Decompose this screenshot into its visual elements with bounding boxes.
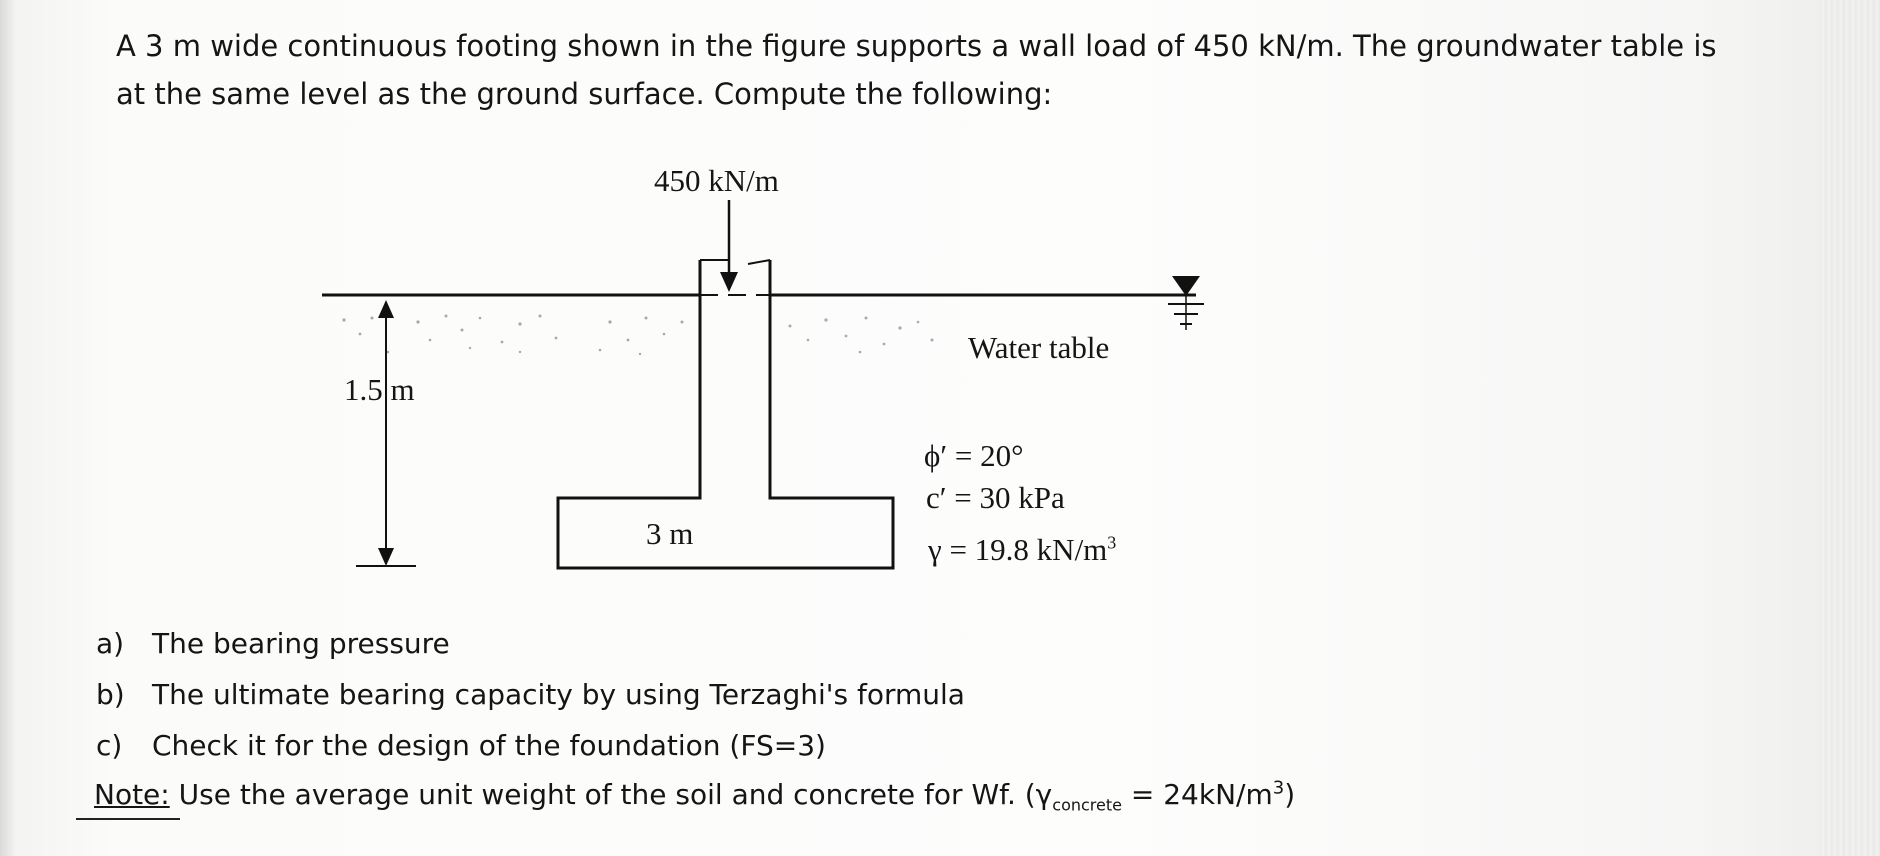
- depth-label: 1.5 m: [344, 372, 415, 407]
- note-underline-rule: [76, 818, 180, 820]
- question-c: [96, 720, 965, 771]
- note-exponent: 3: [1272, 777, 1285, 799]
- problem-statement-line-2: at the same level as the ground surface. Compute the following:: [116, 77, 1053, 111]
- water-table-triangle: [1172, 276, 1200, 296]
- note-label: Note:: [94, 778, 170, 811]
- footing-width-label: 3 m: [646, 516, 694, 551]
- unit-weight-label: [928, 534, 1116, 565]
- load-arrow-head: [720, 272, 738, 292]
- question-a-letter: a): [96, 627, 125, 660]
- cohesion-label: c′ = 30 kPa: [926, 480, 1065, 515]
- depth-arrow-bottom: [378, 548, 394, 566]
- question-a-text: The bearing pressure: [152, 627, 450, 660]
- water-table-label: Water table: [968, 330, 1110, 365]
- question-b-text: The ultimate bearing capacity by using Terzaghi's formula: [152, 678, 965, 711]
- note-subscript: concrete: [1052, 795, 1122, 815]
- note-value: = 24kN/m: [1121, 778, 1273, 811]
- question-b-letter: b): [96, 678, 125, 711]
- soil-speckles: [342, 315, 933, 356]
- question-list: [96, 618, 965, 771]
- question-a: [96, 618, 965, 669]
- question-c-letter: c): [96, 729, 123, 762]
- depth-arrow-top: [378, 300, 394, 318]
- unit-weight-text: γ = 19.8 kN/m: [928, 532, 1108, 567]
- question-c-text: Check it for the design of the foundation (FS=3): [152, 729, 826, 762]
- problem-statement-line-1: A 3 m wide continuous footing shown in the figure supports a wall load of 450 kN/m. The groundwater table is: [116, 29, 1717, 63]
- footing-outline: [558, 260, 893, 568]
- load-label: 450 kN/m: [654, 163, 779, 198]
- note-line: [94, 778, 1295, 815]
- unit-weight-exponent: 3: [1107, 532, 1117, 553]
- friction-angle-label: ϕ′ = 20°: [924, 438, 1024, 473]
- wall-top-right: [748, 260, 770, 264]
- question-b: [96, 669, 965, 720]
- note-text: Use the average unit weight of the soil and concrete for Wf. (γ: [169, 778, 1053, 811]
- note-close: ): [1284, 778, 1296, 811]
